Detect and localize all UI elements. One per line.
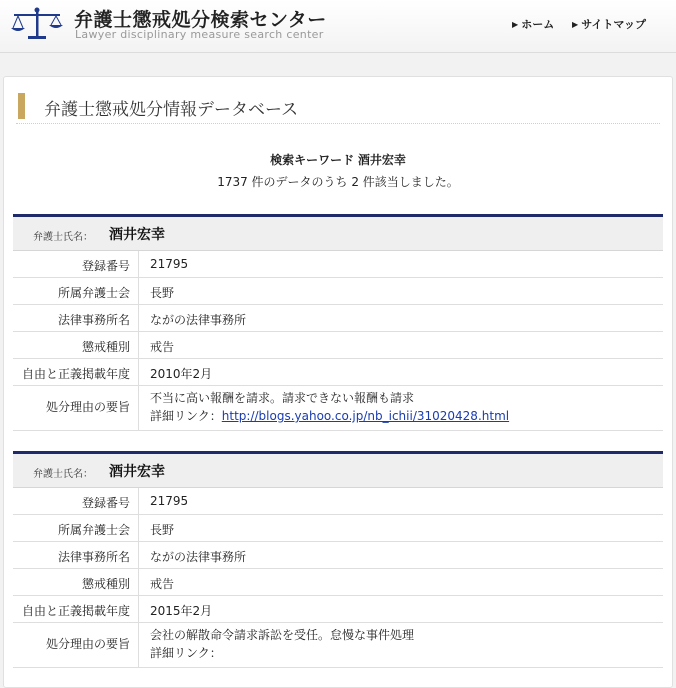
published-value: 2015年2月 xyxy=(150,604,213,618)
nav-home-link[interactable] xyxy=(512,18,554,31)
heading-accent-bar xyxy=(18,93,25,119)
reason-text: 会社の解散命令請求訴訟を受任。怠慢な事件処理 xyxy=(150,628,415,642)
search-keyword-value: 酒井宏幸 xyxy=(357,153,406,167)
published-value: 2010年2月 xyxy=(150,367,213,381)
detail-link-line xyxy=(150,407,509,425)
office-value: ながの法律事務所 xyxy=(150,313,247,327)
page-title: 弁護士懲戒処分情報データベース xyxy=(44,100,299,120)
nav-home-label: ホーム xyxy=(521,18,555,31)
search-result-count: 1737 件のデータのうち 2 件該当しました。 xyxy=(217,175,459,189)
site-header xyxy=(0,0,676,53)
published-label: 自由と正義掲載年度 xyxy=(13,596,139,622)
bar-assoc-value: 長野 xyxy=(150,523,175,537)
reason-cell xyxy=(139,623,414,667)
top-nav xyxy=(498,16,646,32)
table-row xyxy=(13,332,663,359)
bar-assoc-value: 長野 xyxy=(150,286,175,300)
search-keyword-line xyxy=(4,149,672,171)
nav-sitemap-link[interactable] xyxy=(572,18,646,31)
office-label: 法律事務所名 xyxy=(13,305,139,331)
table-row xyxy=(13,488,663,515)
table-row xyxy=(13,359,663,386)
reason-label: 処分理由の要旨 xyxy=(13,386,139,430)
record-header xyxy=(13,454,663,488)
search-keyword-label: 検索キーワード xyxy=(270,153,355,167)
table-row xyxy=(13,623,663,668)
lawyer-name: 酒井宏幸 xyxy=(109,227,165,243)
detail-link-line xyxy=(150,644,414,662)
triangle-right-icon: ▶ xyxy=(572,20,579,29)
reason-label: 処分理由の要旨 xyxy=(13,623,139,667)
bar-assoc-label: 所属弁護士会 xyxy=(13,278,139,304)
type-label: 懲戒種別 xyxy=(13,332,139,358)
reg-no-label: 登録番号 xyxy=(13,488,139,514)
table-row xyxy=(13,515,663,542)
reason-cell xyxy=(139,386,509,430)
office-value: ながの法律事務所 xyxy=(150,550,247,564)
detail-link-label: 詳細リンク： xyxy=(150,646,222,660)
office-label: 法律事務所名 xyxy=(13,542,139,568)
disciplinary-record xyxy=(13,451,663,668)
table-row xyxy=(13,596,663,623)
disciplinary-record xyxy=(13,214,663,431)
search-summary xyxy=(4,149,672,193)
lawyer-name-label: 弁護士氏名： xyxy=(33,232,93,243)
detail-link-label: 詳細リンク： xyxy=(150,409,222,423)
bar-assoc-label: 所属弁護士会 xyxy=(13,515,139,541)
type-value: 戒告 xyxy=(150,340,175,354)
table-row xyxy=(13,542,663,569)
published-label: 自由と正義掲載年度 xyxy=(13,359,139,385)
table-row xyxy=(13,305,663,332)
section-heading xyxy=(16,93,660,124)
reason-text: 不当に高い報酬を請求。請求できない報酬も請求 xyxy=(150,391,415,405)
site-subtitle: Lawyer disciplinary measure search center xyxy=(75,28,324,41)
reg-no-value: 21795 xyxy=(150,494,189,508)
table-row xyxy=(13,278,663,305)
table-row xyxy=(13,251,663,278)
type-label: 懲戒種別 xyxy=(13,569,139,595)
nav-sitemap-label: サイトマップ xyxy=(581,18,646,31)
lawyer-name: 酒井宏幸 xyxy=(109,464,165,480)
site-title[interactable]: 弁護士懲戒処分検索センター xyxy=(74,9,327,31)
lawyer-name-label: 弁護士氏名： xyxy=(33,469,93,480)
type-value: 戒告 xyxy=(150,577,175,591)
reg-no-label: 登録番号 xyxy=(13,251,139,277)
table-row xyxy=(13,386,663,431)
main-panel xyxy=(3,76,673,688)
triangle-right-icon: ▶ xyxy=(512,20,519,29)
reg-no-value: 21795 xyxy=(150,257,189,271)
table-row xyxy=(13,569,663,596)
scales-logo-icon[interactable] xyxy=(10,6,64,42)
detail-link[interactable]: http://blogs.yahoo.co.jp/nb_ichii/31020428.html xyxy=(221,409,510,423)
record-header xyxy=(13,217,663,251)
